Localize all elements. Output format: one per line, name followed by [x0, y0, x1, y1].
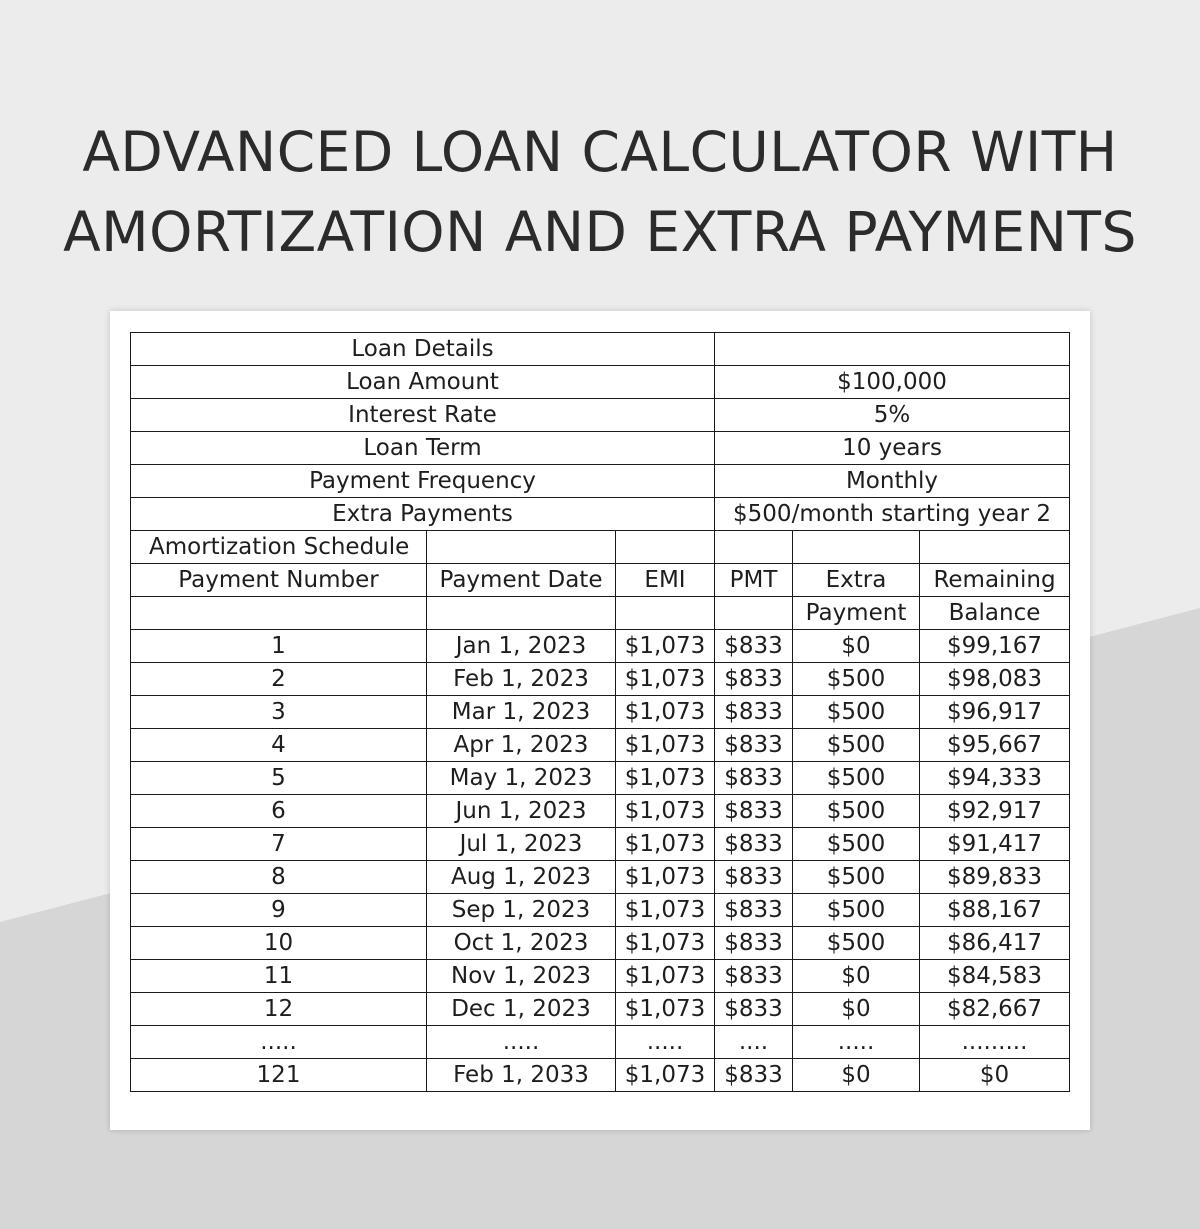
extra-payment-cell: $500	[793, 795, 920, 828]
pmt-cell: $833	[715, 894, 793, 927]
table-row	[131, 696, 1070, 729]
remaining-balance-cell: $96,917	[920, 696, 1070, 729]
table-row	[131, 1059, 1070, 1092]
loan-detail-row	[131, 498, 1070, 531]
pmt-cell: $833	[715, 630, 793, 663]
extra-payment-cell: $500	[793, 663, 920, 696]
loan-detail-label: Loan Amount	[131, 366, 715, 399]
column-header: Payment Number	[131, 564, 427, 597]
empty-cell	[427, 531, 616, 564]
pmt-cell: ....	[715, 1026, 793, 1059]
column-header-line-2	[427, 597, 616, 630]
column-header-line-2: Balance	[920, 597, 1070, 630]
remaining-balance-cell: $91,417	[920, 828, 1070, 861]
page-title-line-2: AMORTIZATION AND EXTRA PAYMENTS	[63, 200, 1137, 264]
payment-date-cell: May 1, 2023	[427, 762, 616, 795]
emi-cell: $1,073	[616, 828, 715, 861]
column-header: Remaining	[920, 564, 1070, 597]
emi-cell: $1,073	[616, 960, 715, 993]
empty-cell	[920, 531, 1070, 564]
emi-cell: .....	[616, 1026, 715, 1059]
payment-number-cell: 12	[131, 993, 427, 1026]
payment-date-cell: Jan 1, 2023	[427, 630, 616, 663]
schedule-title: Amortization Schedule	[131, 531, 427, 564]
pmt-cell: $833	[715, 993, 793, 1026]
pmt-cell: $833	[715, 828, 793, 861]
emi-cell: $1,073	[616, 1059, 715, 1092]
payment-number-cell: 9	[131, 894, 427, 927]
loan-details-header-row	[131, 333, 1070, 366]
table-row	[131, 762, 1070, 795]
loan-table-body	[131, 333, 1070, 1092]
loan-detail-row	[131, 366, 1070, 399]
remaining-balance-cell: $89,833	[920, 861, 1070, 894]
column-header: EMI	[616, 564, 715, 597]
emi-cell: $1,073	[616, 729, 715, 762]
remaining-balance-cell: $84,583	[920, 960, 1070, 993]
pmt-cell: $833	[715, 927, 793, 960]
payment-date-cell: Nov 1, 2023	[427, 960, 616, 993]
table-row	[131, 795, 1070, 828]
table-row	[131, 1026, 1070, 1059]
table-row	[131, 993, 1070, 1026]
payment-number-cell: 10	[131, 927, 427, 960]
empty-cell	[616, 531, 715, 564]
loan-table	[130, 332, 1070, 1092]
remaining-balance-cell: $99,167	[920, 630, 1070, 663]
payment-number-cell: 3	[131, 696, 427, 729]
table-row	[131, 828, 1070, 861]
pmt-cell: $833	[715, 762, 793, 795]
table-row	[131, 960, 1070, 993]
loan-detail-label: Extra Payments	[131, 498, 715, 531]
payment-date-cell: Dec 1, 2023	[427, 993, 616, 1026]
remaining-balance-cell: $86,417	[920, 927, 1070, 960]
remaining-balance-cell: .........	[920, 1026, 1070, 1059]
payment-number-cell: 5	[131, 762, 427, 795]
remaining-balance-cell: $92,917	[920, 795, 1070, 828]
payment-number-cell: 8	[131, 861, 427, 894]
empty-cell	[793, 531, 920, 564]
emi-cell: $1,073	[616, 927, 715, 960]
column-header-line-2	[715, 597, 793, 630]
payment-date-cell: Sep 1, 2023	[427, 894, 616, 927]
payment-date-cell: Jun 1, 2023	[427, 795, 616, 828]
loan-detail-value: 5%	[715, 399, 1070, 432]
pmt-cell: $833	[715, 729, 793, 762]
column-header-line-2	[131, 597, 427, 630]
schedule-header-row	[131, 564, 1070, 597]
remaining-balance-cell: $98,083	[920, 663, 1070, 696]
payment-number-cell: 2	[131, 663, 427, 696]
column-header-line-2: Payment	[793, 597, 920, 630]
payment-date-cell: Feb 1, 2023	[427, 663, 616, 696]
loan-detail-label: Loan Term	[131, 432, 715, 465]
extra-payment-cell: $0	[793, 993, 920, 1026]
loan-detail-value: Monthly	[715, 465, 1070, 498]
payment-date-cell: Mar 1, 2023	[427, 696, 616, 729]
payment-date-cell: Apr 1, 2023	[427, 729, 616, 762]
remaining-balance-cell: $94,333	[920, 762, 1070, 795]
extra-payment-cell: $0	[793, 960, 920, 993]
extra-payment-cell: $500	[793, 861, 920, 894]
emi-cell: $1,073	[616, 894, 715, 927]
payment-number-cell: 11	[131, 960, 427, 993]
loan-detail-value: 10 years	[715, 432, 1070, 465]
loan-detail-row	[131, 465, 1070, 498]
pmt-cell: $833	[715, 663, 793, 696]
emi-cell: $1,073	[616, 663, 715, 696]
emi-cell: $1,073	[616, 696, 715, 729]
loan-detail-label: Payment Frequency	[131, 465, 715, 498]
pmt-cell: $833	[715, 795, 793, 828]
payment-date-cell: Oct 1, 2023	[427, 927, 616, 960]
column-header: Extra	[793, 564, 920, 597]
extra-payment-cell: .....	[793, 1026, 920, 1059]
payment-date-cell: .....	[427, 1026, 616, 1059]
pmt-cell: $833	[715, 696, 793, 729]
remaining-balance-cell: $0	[920, 1059, 1070, 1092]
table-row	[131, 927, 1070, 960]
emi-cell: $1,073	[616, 993, 715, 1026]
pmt-cell: $833	[715, 960, 793, 993]
emi-cell: $1,073	[616, 630, 715, 663]
pmt-cell: $833	[715, 861, 793, 894]
empty-cell	[715, 531, 793, 564]
emi-cell: $1,073	[616, 861, 715, 894]
loan-detail-value: $500/month starting year 2	[715, 498, 1070, 531]
payment-number-cell: .....	[131, 1026, 427, 1059]
payment-number-cell: 7	[131, 828, 427, 861]
extra-payment-cell: $0	[793, 630, 920, 663]
remaining-balance-cell: $88,167	[920, 894, 1070, 927]
column-header: Payment Date	[427, 564, 616, 597]
column-header: PMT	[715, 564, 793, 597]
extra-payment-cell: $0	[793, 1059, 920, 1092]
remaining-balance-cell: $82,667	[920, 993, 1070, 1026]
loan-detail-row	[131, 399, 1070, 432]
table-row	[131, 630, 1070, 663]
emi-cell: $1,073	[616, 762, 715, 795]
extra-payment-cell: $500	[793, 927, 920, 960]
page-title	[0, 112, 1200, 272]
table-row	[131, 894, 1070, 927]
loan-detail-value: $100,000	[715, 366, 1070, 399]
loan-details-header-value	[715, 333, 1070, 366]
table-row	[131, 861, 1070, 894]
payment-date-cell: Aug 1, 2023	[427, 861, 616, 894]
loan-details-header: Loan Details	[131, 333, 715, 366]
extra-payment-cell: $500	[793, 762, 920, 795]
pmt-cell: $833	[715, 1059, 793, 1092]
emi-cell: $1,073	[616, 795, 715, 828]
extra-payment-cell: $500	[793, 894, 920, 927]
remaining-balance-cell: $95,667	[920, 729, 1070, 762]
schedule-title-row	[131, 531, 1070, 564]
schedule-header-row-2	[131, 597, 1070, 630]
loan-detail-label: Interest Rate	[131, 399, 715, 432]
column-header-line-2	[616, 597, 715, 630]
payment-number-cell: 1	[131, 630, 427, 663]
spreadsheet-card	[110, 311, 1090, 1130]
loan-detail-row	[131, 432, 1070, 465]
payment-date-cell: Feb 1, 2033	[427, 1059, 616, 1092]
extra-payment-cell: $500	[793, 696, 920, 729]
payment-number-cell: 121	[131, 1059, 427, 1092]
extra-payment-cell: $500	[793, 729, 920, 762]
table-row	[131, 729, 1070, 762]
table-row	[131, 663, 1070, 696]
extra-payment-cell: $500	[793, 828, 920, 861]
payment-number-cell: 4	[131, 729, 427, 762]
page-title-line-1: ADVANCED LOAN CALCULATOR WITH	[82, 120, 1118, 184]
payment-number-cell: 6	[131, 795, 427, 828]
payment-date-cell: Jul 1, 2023	[427, 828, 616, 861]
